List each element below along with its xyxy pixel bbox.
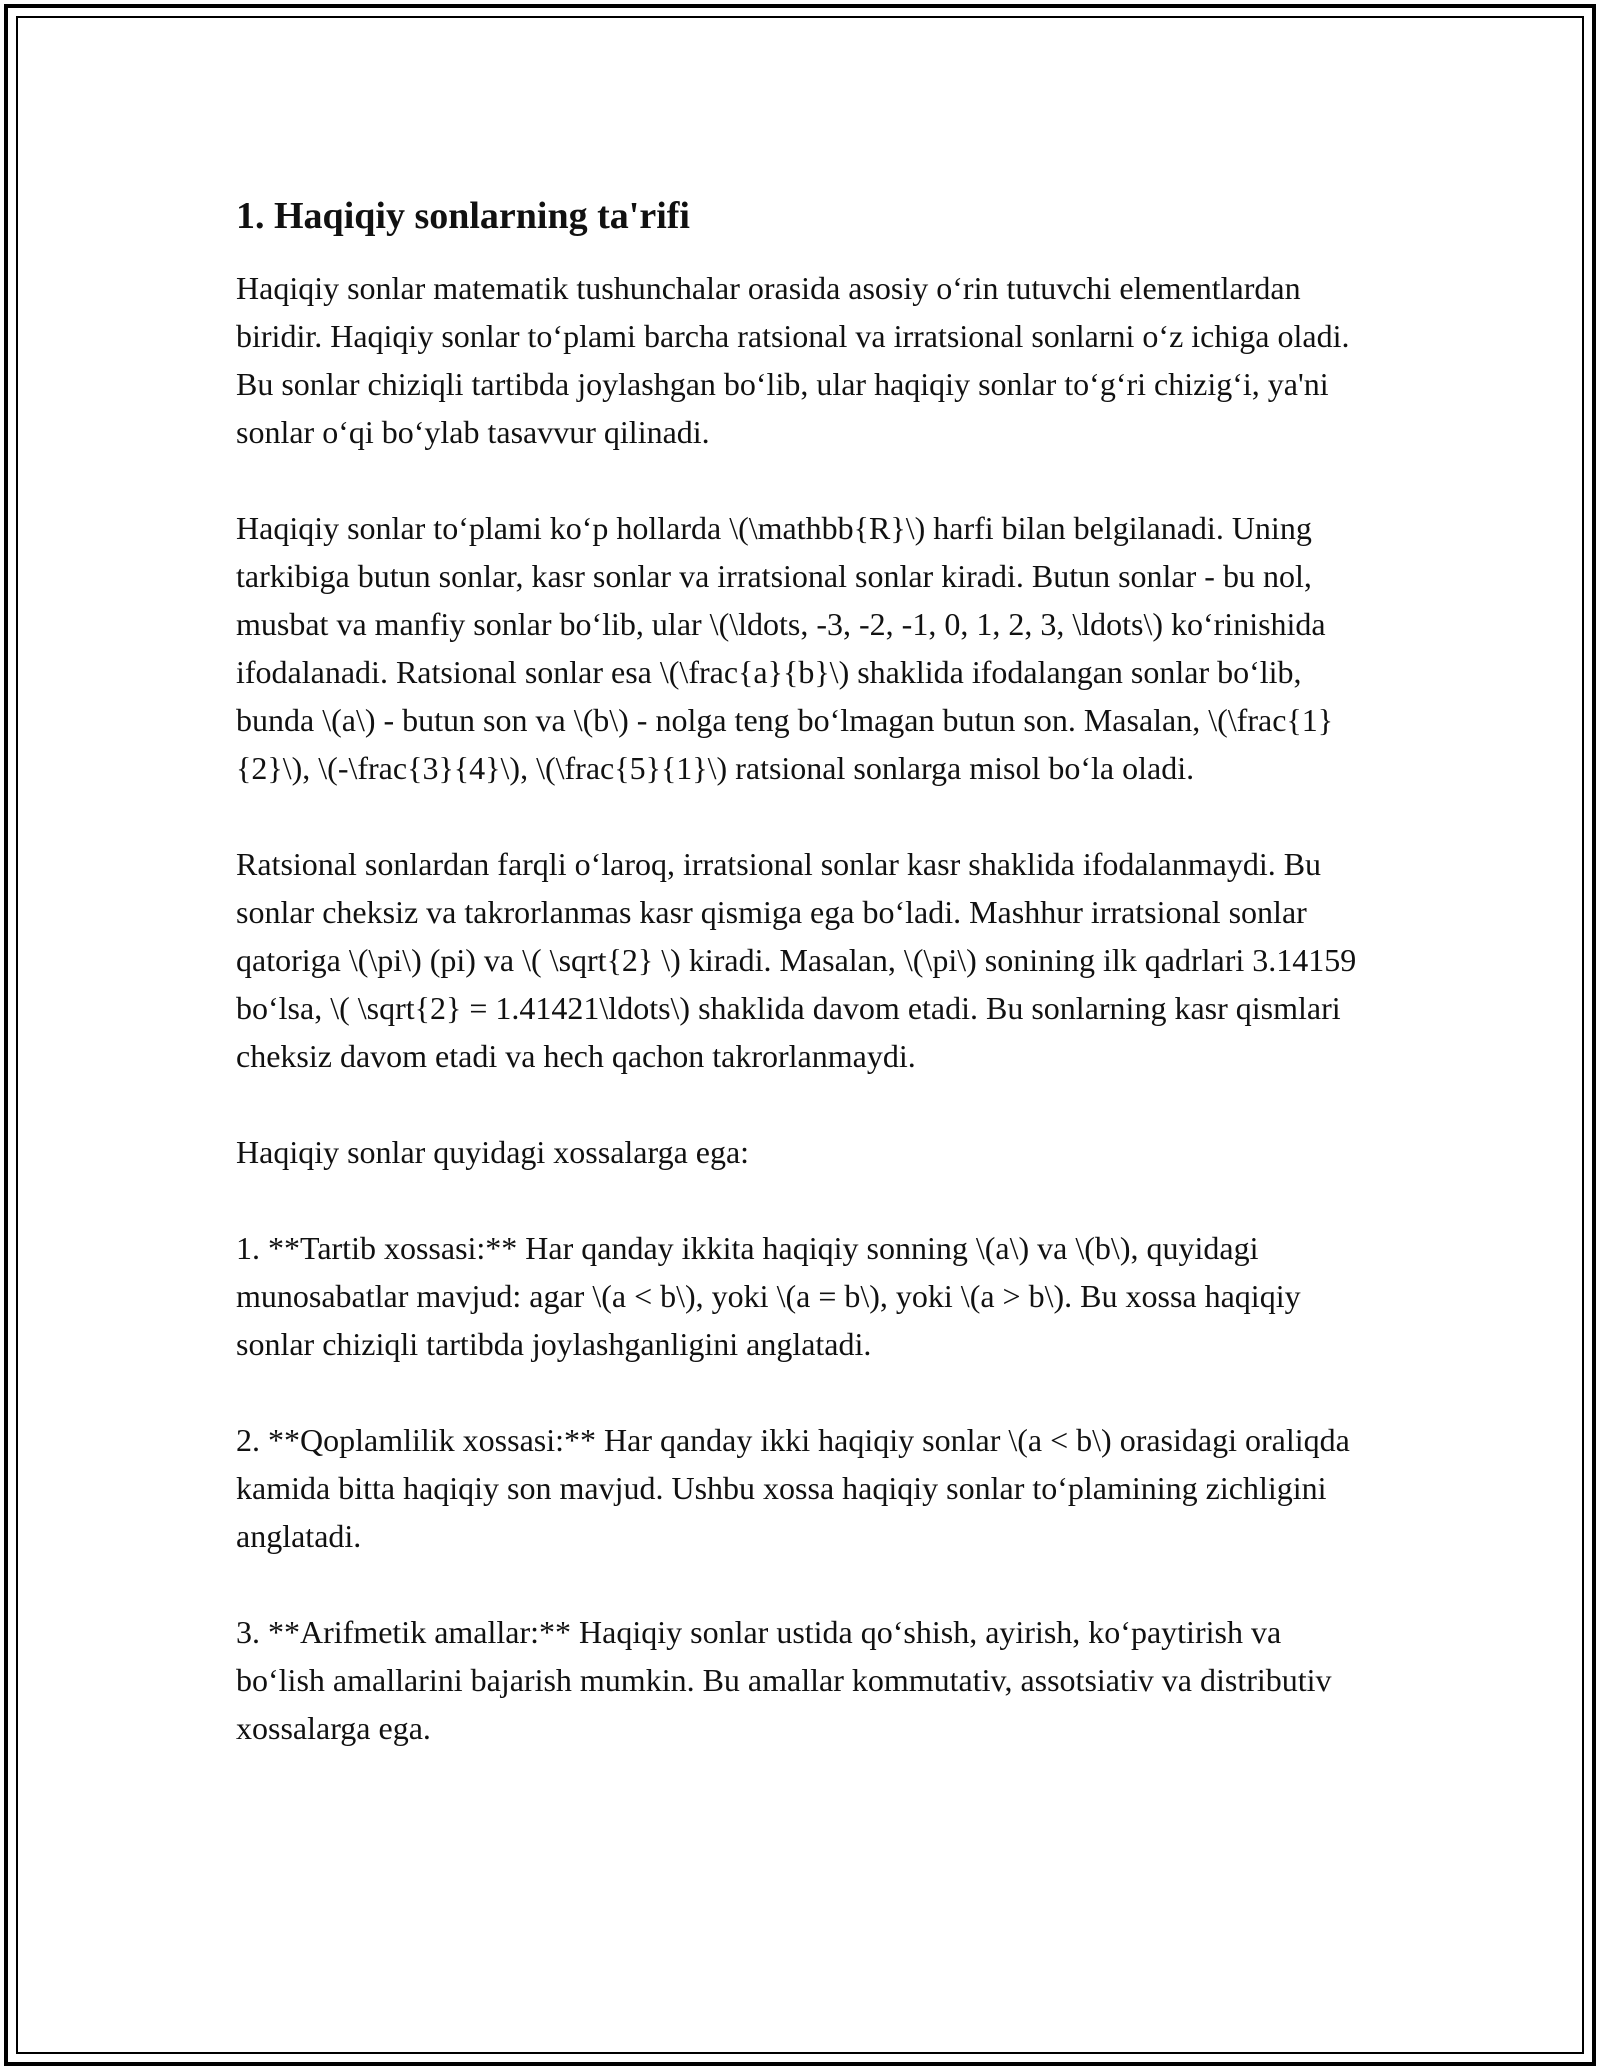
section-heading: 1. Haqiqiy sonlarning ta'rifi	[236, 195, 690, 237]
document-body	[236, 180, 1376, 1800]
paragraph-set-notation: Haqiqiy sonlar to‘plami ko‘p hollarda \(\mathbb{R}\) harfi bilan belgilanadi. Uning tarkibiga butun sonlar, kasr sonlar va irratsional sonlar kiradi. Butun sonlar - bu nol, musbat va manfiy sonlar bo‘lib, ular \(\ldots, -3, -2, -1, 0, 1, 2, 3, \ldots\) ko‘rinishida ifodalanadi. Ratsional sonlar esa \(\frac{a}{b}\) shaklida ifodalangan sonlar bo‘lib, bunda \(a\) - butun son va \(b\) - nolga teng bo‘lmagan butun son. Masalan, \(\frac{1}{2}\), \(-\frac{3}{4}\), \(\frac{5}{1}\) ratsional sonlarga misol bo‘la oladi.	[236, 510, 1334, 786]
list-item-arithmetic-property: 3. **Arifmetik amallar:** Haqiqiy sonlar ustida qo‘shish, ayirish, ko‘paytirish va bo‘lish amallarini bajarish mumkin. Bu amallar kommutativ, assotsiativ va distributiv xossalarga ega.	[236, 1614, 1332, 1746]
list-item-order-property: 1. **Tartib xossasi:** Har qanday ikkita haqiqiy sonning \(a\) va \(b\), quyidagi munosabatlar mavjud: agar \(a < b\), yoki \(a = b\), yoki \(a > b\). Bu xossa haqiqiy sonlar chiziqli tartibda joylashganligini anglatadi.	[236, 1230, 1301, 1362]
list-item-density-property: 2. **Qoplamlilik xossasi:** Har qanday ikki haqiqiy sonlar \(a < b\) orasidagi oraliqda kamida bitta haqiqiy son mavjud. Ushbu xossa haqiqiy sonlar to‘plamining zichligini anglatadi.	[236, 1422, 1350, 1554]
paragraph-definition: Haqiqiy sonlar matematik tushunchalar orasida asosiy o‘rin tutuvchi elementlardan biridir. Haqiqiy sonlar to‘plami barcha ratsional va irratsional sonlarni o‘z ichiga oladi. Bu sonlar chiziqli tartibda joylashgan bo‘lib, ular haqiqiy sonlar to‘g‘ri chizig‘i, ya'ni sonlar o‘qi bo‘ylab tasavvur qilinadi.	[236, 270, 1350, 450]
paragraph-properties-intro: Haqiqiy sonlar quyidagi xossalarga ega:	[236, 1134, 750, 1170]
paragraph-irrational: Ratsional sonlardan farqli o‘laroq, irratsional sonlar kasr shaklida ifodalanmaydi. Bu sonlar cheksiz va takrorlanmas kasr qismiga ega bo‘ladi. Mashhur irratsional sonlar qatoriga \(\pi\) (pi) va \( \sqrt{2} \) kiradi. Masalan, \(\pi\) sonining ilk qadrlari 3.14159 bo‘lsa, \( \sqrt{2} = 1.41421\ldots\) shaklida davom etadi. Bu sonlarning kasr qismlari cheksiz davom etadi va hech qachon takrorlanmaydi.	[236, 846, 1357, 1074]
